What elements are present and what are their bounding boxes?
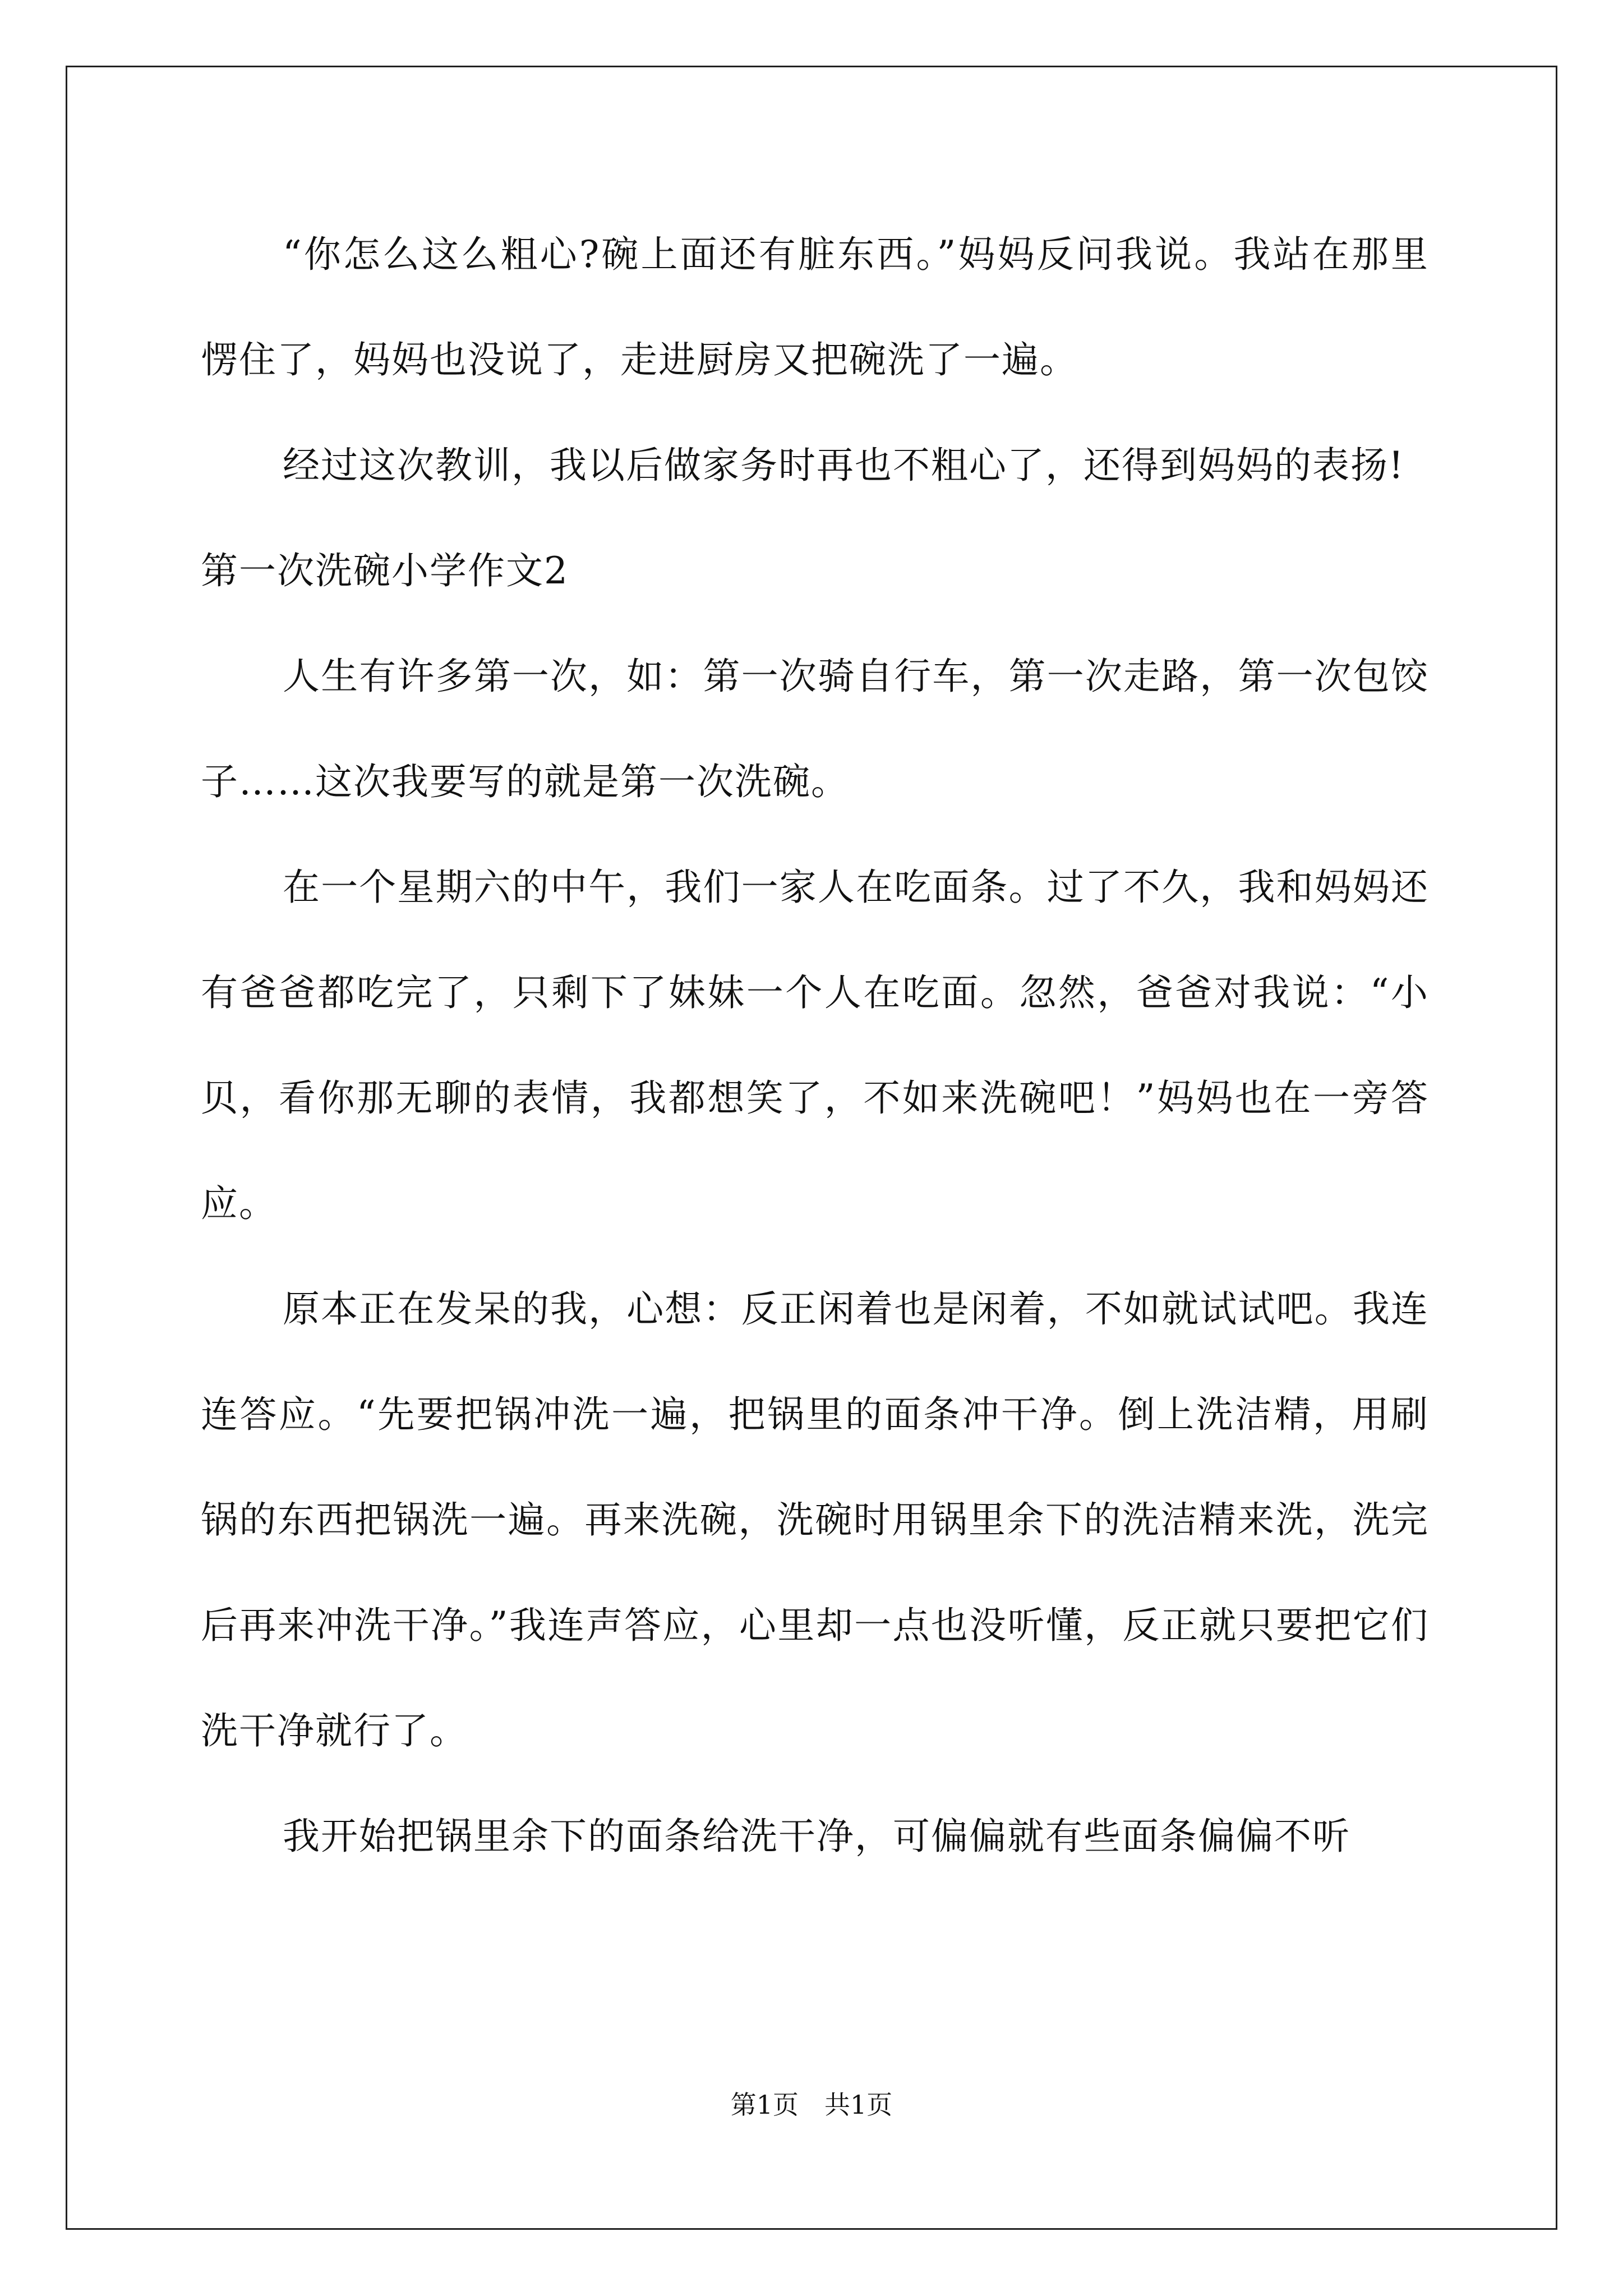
section-heading: 第一次洗碗小学作文2 <box>201 549 569 592</box>
paragraph-3: 人生有许多第一次，如：第一次骑自行车，第一次走路，第一次包饺子……这次我要写的就是第一次洗碗。 <box>201 655 1429 803</box>
paragraph-6: 我开始把锅里余下的面条给洗干净，可偏偏就有些面条偏偏不听 <box>283 1815 1350 1858</box>
page-footer <box>0 2088 1623 2122</box>
page-number: 第1页 <box>730 2090 799 2120</box>
paragraph-5: 原本正在发呆的我，心想：反正闲着也是闲着，不如就试试吧。我连连答应。“先要把锅冲洗一遍，把锅里的面条冲干净。倒上洗洁精，用刷锅的东西把锅洗一遍。再来洗碗，洗碗时用锅里余下的洗洁精来洗，洗完后再来冲洗干净。”我连声答应，心里却一点也没听懂，反正就只要把它们洗干净就行了。 <box>201 1287 1429 1752</box>
paragraph-2: 经过这次教训，我以后做家务时再也不粗心了，还得到妈妈的表扬! <box>283 444 1405 487</box>
paragraph-4: 在一个星期六的中午，我们一家人在吃面条。过了不久，我和妈妈还有爸爸都吃完了，只剩下了妹妹一个人在吃面。忽然，爸爸对我说：“小贝，看你那无聊的表情，我都想笑了，不如来洗碗吧！”妈妈也在一旁答应。 <box>201 866 1429 1225</box>
paragraph-1: “你怎么这么粗心?碗上面还有脏东西。”妈妈反问我说。我站在那里愣住了，妈妈也没说了，走进厨房又把碗洗了一遍。 <box>201 233 1429 381</box>
document-body <box>201 202 1429 1889</box>
page-total: 共1页 <box>824 2090 893 2120</box>
